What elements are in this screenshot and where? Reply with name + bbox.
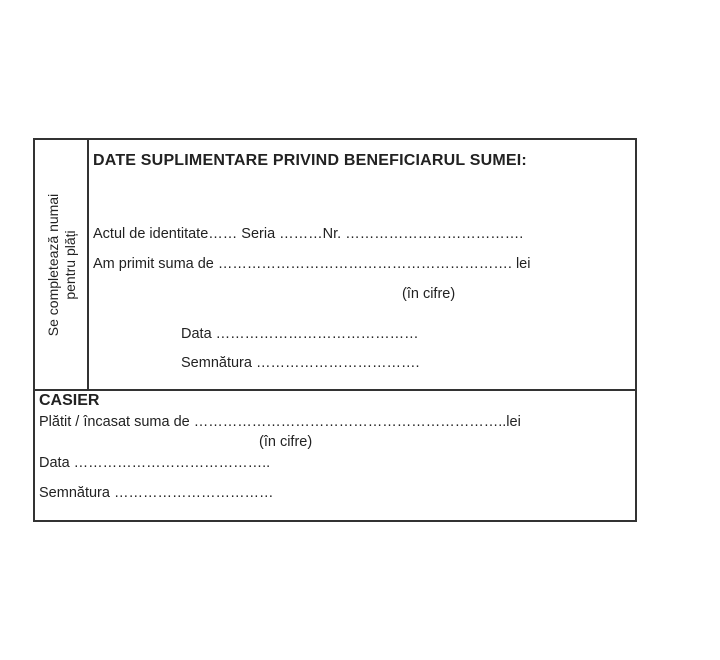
section-divider <box>35 389 635 391</box>
side-note <box>45 145 79 385</box>
side-note-line-2: pentru plăți <box>62 230 78 300</box>
beneficiary-signature-line[interactable]: Semnătura ……………………………. <box>181 355 420 371</box>
beneficiary-title: DATE SUPLIMENTARE PRIVIND BENEFICIARUL SUMEI: <box>93 152 527 169</box>
amount-received-line[interactable]: Am primit suma de ……………………………………………………. lei <box>93 256 531 272</box>
cashier-in-figures-caption: (în cifre) <box>259 434 313 450</box>
cashier-paid-amount-line[interactable]: Plătit / încasat suma de ………………………………………………………..lei <box>39 414 521 430</box>
cashier-date-line[interactable]: Data ………………………………….. <box>39 455 271 471</box>
receipt-form <box>33 138 637 522</box>
id-document-line[interactable]: Actul de identitate…… Seria ………Nr. ………………………………. <box>93 226 524 242</box>
cashier-signature-line[interactable]: Semnătura …………………………… <box>39 485 274 501</box>
side-note-line-1: Se completează numai <box>45 193 61 337</box>
beneficiary-date-line[interactable]: Data …………………………………… <box>181 326 419 342</box>
cashier-title: CASIER <box>39 392 100 409</box>
amount-in-figures-caption: (în cifre) <box>402 286 456 302</box>
side-note-column <box>35 140 89 390</box>
